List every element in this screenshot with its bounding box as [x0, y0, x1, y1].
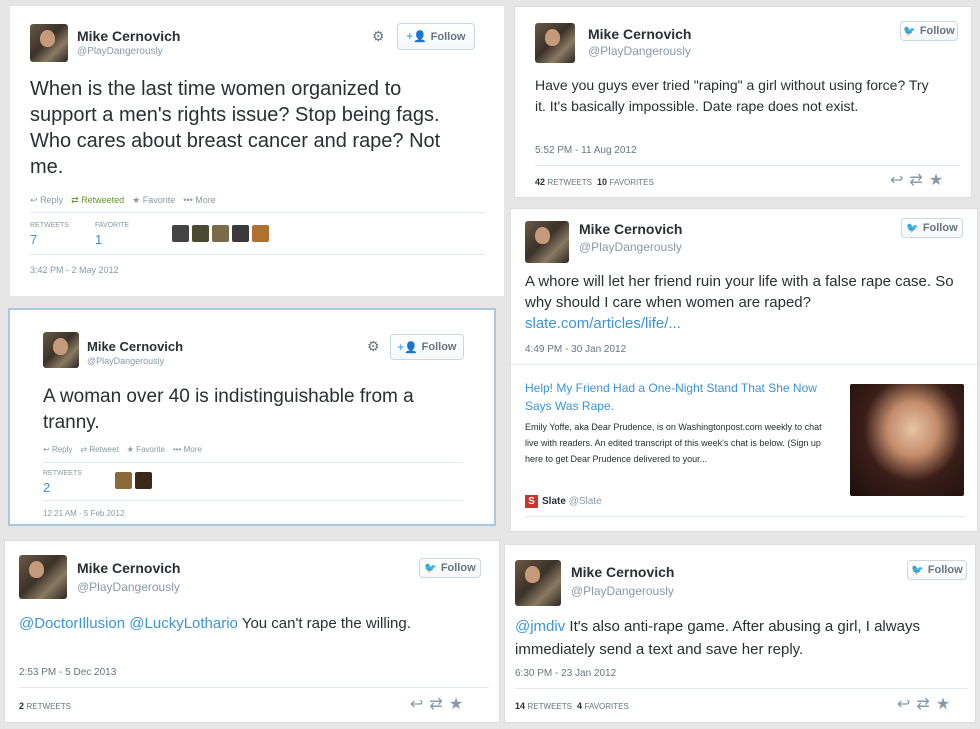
tweet-action-icons: [890, 170, 949, 190]
divider: [30, 212, 485, 213]
gear-icon[interactable]: ⚙: [367, 338, 380, 354]
tweet-counts: [515, 701, 629, 711]
mini-avatar[interactable]: [232, 225, 249, 242]
retweets-label: RETWEETS: [527, 702, 572, 711]
follow-label: Follow: [440, 562, 476, 574]
more-action[interactable]: ••• More: [173, 445, 202, 454]
timestamp[interactable]: 3:42 PM - 2 May 2012: [30, 265, 119, 275]
tweet-counts: [535, 177, 654, 187]
author-name[interactable]: Mike Cernovich: [579, 221, 683, 237]
retweet-icon: ⇄: [71, 195, 79, 205]
timestamp[interactable]: 4:49 PM - 30 Jan 2012: [525, 344, 627, 355]
retweets-label: RETWEETS: [43, 470, 82, 477]
reply-icon[interactable]: ↩: [897, 696, 917, 713]
author-name[interactable]: Mike Cernovich: [87, 339, 184, 354]
favorites-label: FAVORITE: [95, 222, 130, 229]
reply-action[interactable]: ↩ Reply: [43, 445, 73, 454]
timestamp[interactable]: 5:52 PM - 11 Aug 2012: [535, 145, 637, 156]
retweet-icon[interactable]: ⇄: [916, 696, 936, 713]
reply-icon[interactable]: ↩: [410, 696, 430, 713]
tweet-actions: [43, 445, 202, 454]
author-name[interactable]: Mike Cernovich: [77, 560, 181, 576]
retweet-icon[interactable]: ⇄: [429, 696, 449, 713]
follow-button[interactable]: [901, 218, 963, 238]
link-card-source[interactable]: Slate @Slate: [542, 496, 602, 507]
retweets-count[interactable]: 7: [30, 232, 38, 247]
mention-link[interactable]: @jmdiv: [515, 618, 566, 635]
timestamp[interactable]: 12:21 AM - 5 Feb 2012: [43, 509, 125, 518]
tweet-card-1: [10, 6, 504, 296]
mini-avatar[interactable]: [135, 472, 152, 489]
avatar[interactable]: [30, 24, 68, 62]
author-handle[interactable]: @PlayDangerously: [77, 46, 163, 57]
tweet-text: [525, 271, 965, 334]
mention-link[interactable]: @LuckyLothario: [129, 615, 238, 632]
tweet-text: Have you guys ever tried "raping" a girl without using force? Try it. It's basically impossible. Date rape does not exist.: [535, 77, 929, 114]
more-icon: •••: [173, 445, 182, 454]
tweet-action-icons: [410, 694, 469, 714]
follow-label: Follow: [919, 25, 955, 37]
author-handle[interactable]: @PlayDangerously: [588, 44, 691, 58]
retweet-action[interactable]: ⇄ Retweet: [80, 445, 119, 454]
add-user-icon: +👤: [406, 31, 427, 43]
divider: [43, 462, 463, 463]
link-card-photo[interactable]: [850, 384, 964, 496]
follow-label: Follow: [421, 341, 457, 353]
tweet-actions: [30, 195, 216, 206]
tweet-action-icons: [897, 694, 956, 714]
follow-label: Follow: [927, 564, 963, 576]
favorite-action[interactable]: ★ Favorite: [132, 195, 176, 205]
divider: [19, 687, 489, 688]
follow-button[interactable]: [419, 558, 481, 578]
tweet-text: When is the last time women organized to support a men's rights issue? Stop being fags. Who cares about breast cancer and rape? Not me.: [30, 78, 441, 178]
tweet-card-3: [8, 308, 496, 526]
follow-button[interactable]: [390, 334, 464, 360]
twitter-bird-icon: 🐦: [903, 25, 916, 37]
tweet-card-5: [4, 540, 500, 723]
avatar[interactable]: [19, 555, 67, 599]
tweet-text: A woman over 40 is indistinguishable from a tranny.: [43, 386, 414, 433]
tweet-body: A whore will let her friend ruin your life with a false rape case. So why should I care when women are raped?: [525, 273, 954, 311]
follow-label: Follow: [922, 222, 958, 234]
retweets-label: RETWEETS: [26, 702, 71, 711]
tweet-body: You can't rape the willing.: [241, 615, 411, 632]
divider: [535, 165, 960, 166]
author-name[interactable]: Mike Cernovich: [77, 28, 181, 44]
retweets-count[interactable]: 42: [535, 177, 546, 187]
star-icon[interactable]: ★: [928, 172, 950, 189]
retweets-count[interactable]: 2: [19, 701, 25, 711]
link-card-title[interactable]: Help! My Friend Had a One-Night Stand That She Now Says Was Rape.: [525, 381, 817, 413]
author-handle[interactable]: @PlayDangerously: [87, 356, 165, 366]
tweet-counts: [19, 701, 71, 711]
add-user-icon: +👤: [397, 341, 418, 354]
star-icon[interactable]: ★: [935, 696, 957, 713]
favorites-label: FAVORITES: [609, 178, 654, 187]
retweet-icon: ⇄: [80, 445, 88, 454]
follow-button[interactable]: [907, 560, 967, 580]
reply-icon[interactable]: ↩: [890, 172, 910, 189]
author-name[interactable]: Mike Cernovich: [588, 26, 692, 42]
retweet-icon[interactable]: ⇄: [909, 172, 929, 189]
more-action[interactable]: ••• More: [183, 195, 216, 205]
star-icon: ★: [126, 445, 134, 454]
retweets-count[interactable]: 14: [515, 701, 526, 711]
engager-avatars: [115, 472, 152, 489]
star-icon[interactable]: ★: [448, 696, 470, 713]
retweets-label: RETWEETS: [30, 222, 69, 229]
twitter-bird-icon: 🐦: [911, 564, 924, 576]
slate-logo-icon: S: [525, 495, 538, 508]
favorite-action[interactable]: ★ Favorite: [126, 445, 165, 454]
timestamp[interactable]: 2:53 PM - 5 Dec 2013: [19, 667, 117, 678]
retweets-label: RETWEETS: [547, 178, 592, 187]
avatar[interactable]: [535, 23, 575, 63]
more-icon: •••: [183, 195, 193, 205]
mini-avatar[interactable]: [115, 472, 132, 489]
author-handle[interactable]: @PlayDangerously: [579, 240, 682, 254]
divider: [511, 364, 978, 365]
reply-icon: ↩: [43, 445, 50, 454]
author-handle[interactable]: @PlayDangerously: [77, 580, 180, 594]
divider: [30, 254, 485, 255]
avatar[interactable]: [43, 332, 79, 368]
retweet-action[interactable]: ⇄ Retweeted: [71, 195, 125, 205]
mini-avatar[interactable]: [252, 225, 269, 242]
follow-button[interactable]: [397, 23, 475, 50]
mini-avatar[interactable]: [212, 225, 229, 242]
tweet-text: [19, 612, 459, 635]
twitter-bird-icon: 🐦: [906, 222, 919, 234]
favorites-count[interactable]: 10: [597, 177, 608, 187]
gear-icon[interactable]: ⚙: [372, 28, 385, 44]
tweet-body: It's also anti-rape game. After abusing a girl, I always immediately send a text and save her reply.: [515, 618, 920, 658]
retweets-count[interactable]: 2: [43, 480, 51, 495]
tweet-card-6: [504, 544, 976, 723]
favorites-count[interactable]: 1: [95, 232, 103, 247]
tweet-text: [515, 615, 955, 661]
timestamp[interactable]: 6:30 PM - 23 Jan 2012: [515, 668, 617, 679]
tweet-card-2: [514, 6, 972, 198]
link-card-description: Emily Yoffe, aka Dear Prudence, is on Washingtonpost.com weekly to chat live with readers. An edited transcript of this week's chat is below. (Sign up here to get Dear Prudence delivered to your...: [525, 422, 822, 464]
author-name[interactable]: Mike Cernovich: [571, 564, 675, 580]
divider: [43, 500, 463, 501]
divider: [515, 688, 967, 689]
engager-avatars: [172, 225, 269, 242]
author-handle[interactable]: @PlayDangerously: [571, 584, 674, 598]
tweet-link[interactable]: slate.com/articles/life/...: [525, 315, 681, 332]
star-icon: ★: [132, 195, 141, 205]
reply-action[interactable]: ↩ Reply: [30, 195, 64, 205]
tweet-card-4: [510, 208, 978, 532]
reply-icon: ↩: [30, 195, 38, 205]
mini-avatar[interactable]: [192, 225, 209, 242]
follow-button[interactable]: [900, 21, 958, 41]
avatar[interactable]: [525, 221, 569, 263]
mini-avatar[interactable]: [172, 225, 189, 242]
twitter-bird-icon: 🐦: [424, 562, 437, 574]
follow-label: Follow: [430, 30, 466, 43]
divider: [525, 516, 965, 517]
mention-link[interactable]: @DoctorIllusion: [19, 615, 126, 632]
avatar[interactable]: [515, 560, 561, 606]
favorites-count[interactable]: 4: [577, 701, 583, 711]
favorites-label: FAVORITES: [584, 702, 629, 711]
